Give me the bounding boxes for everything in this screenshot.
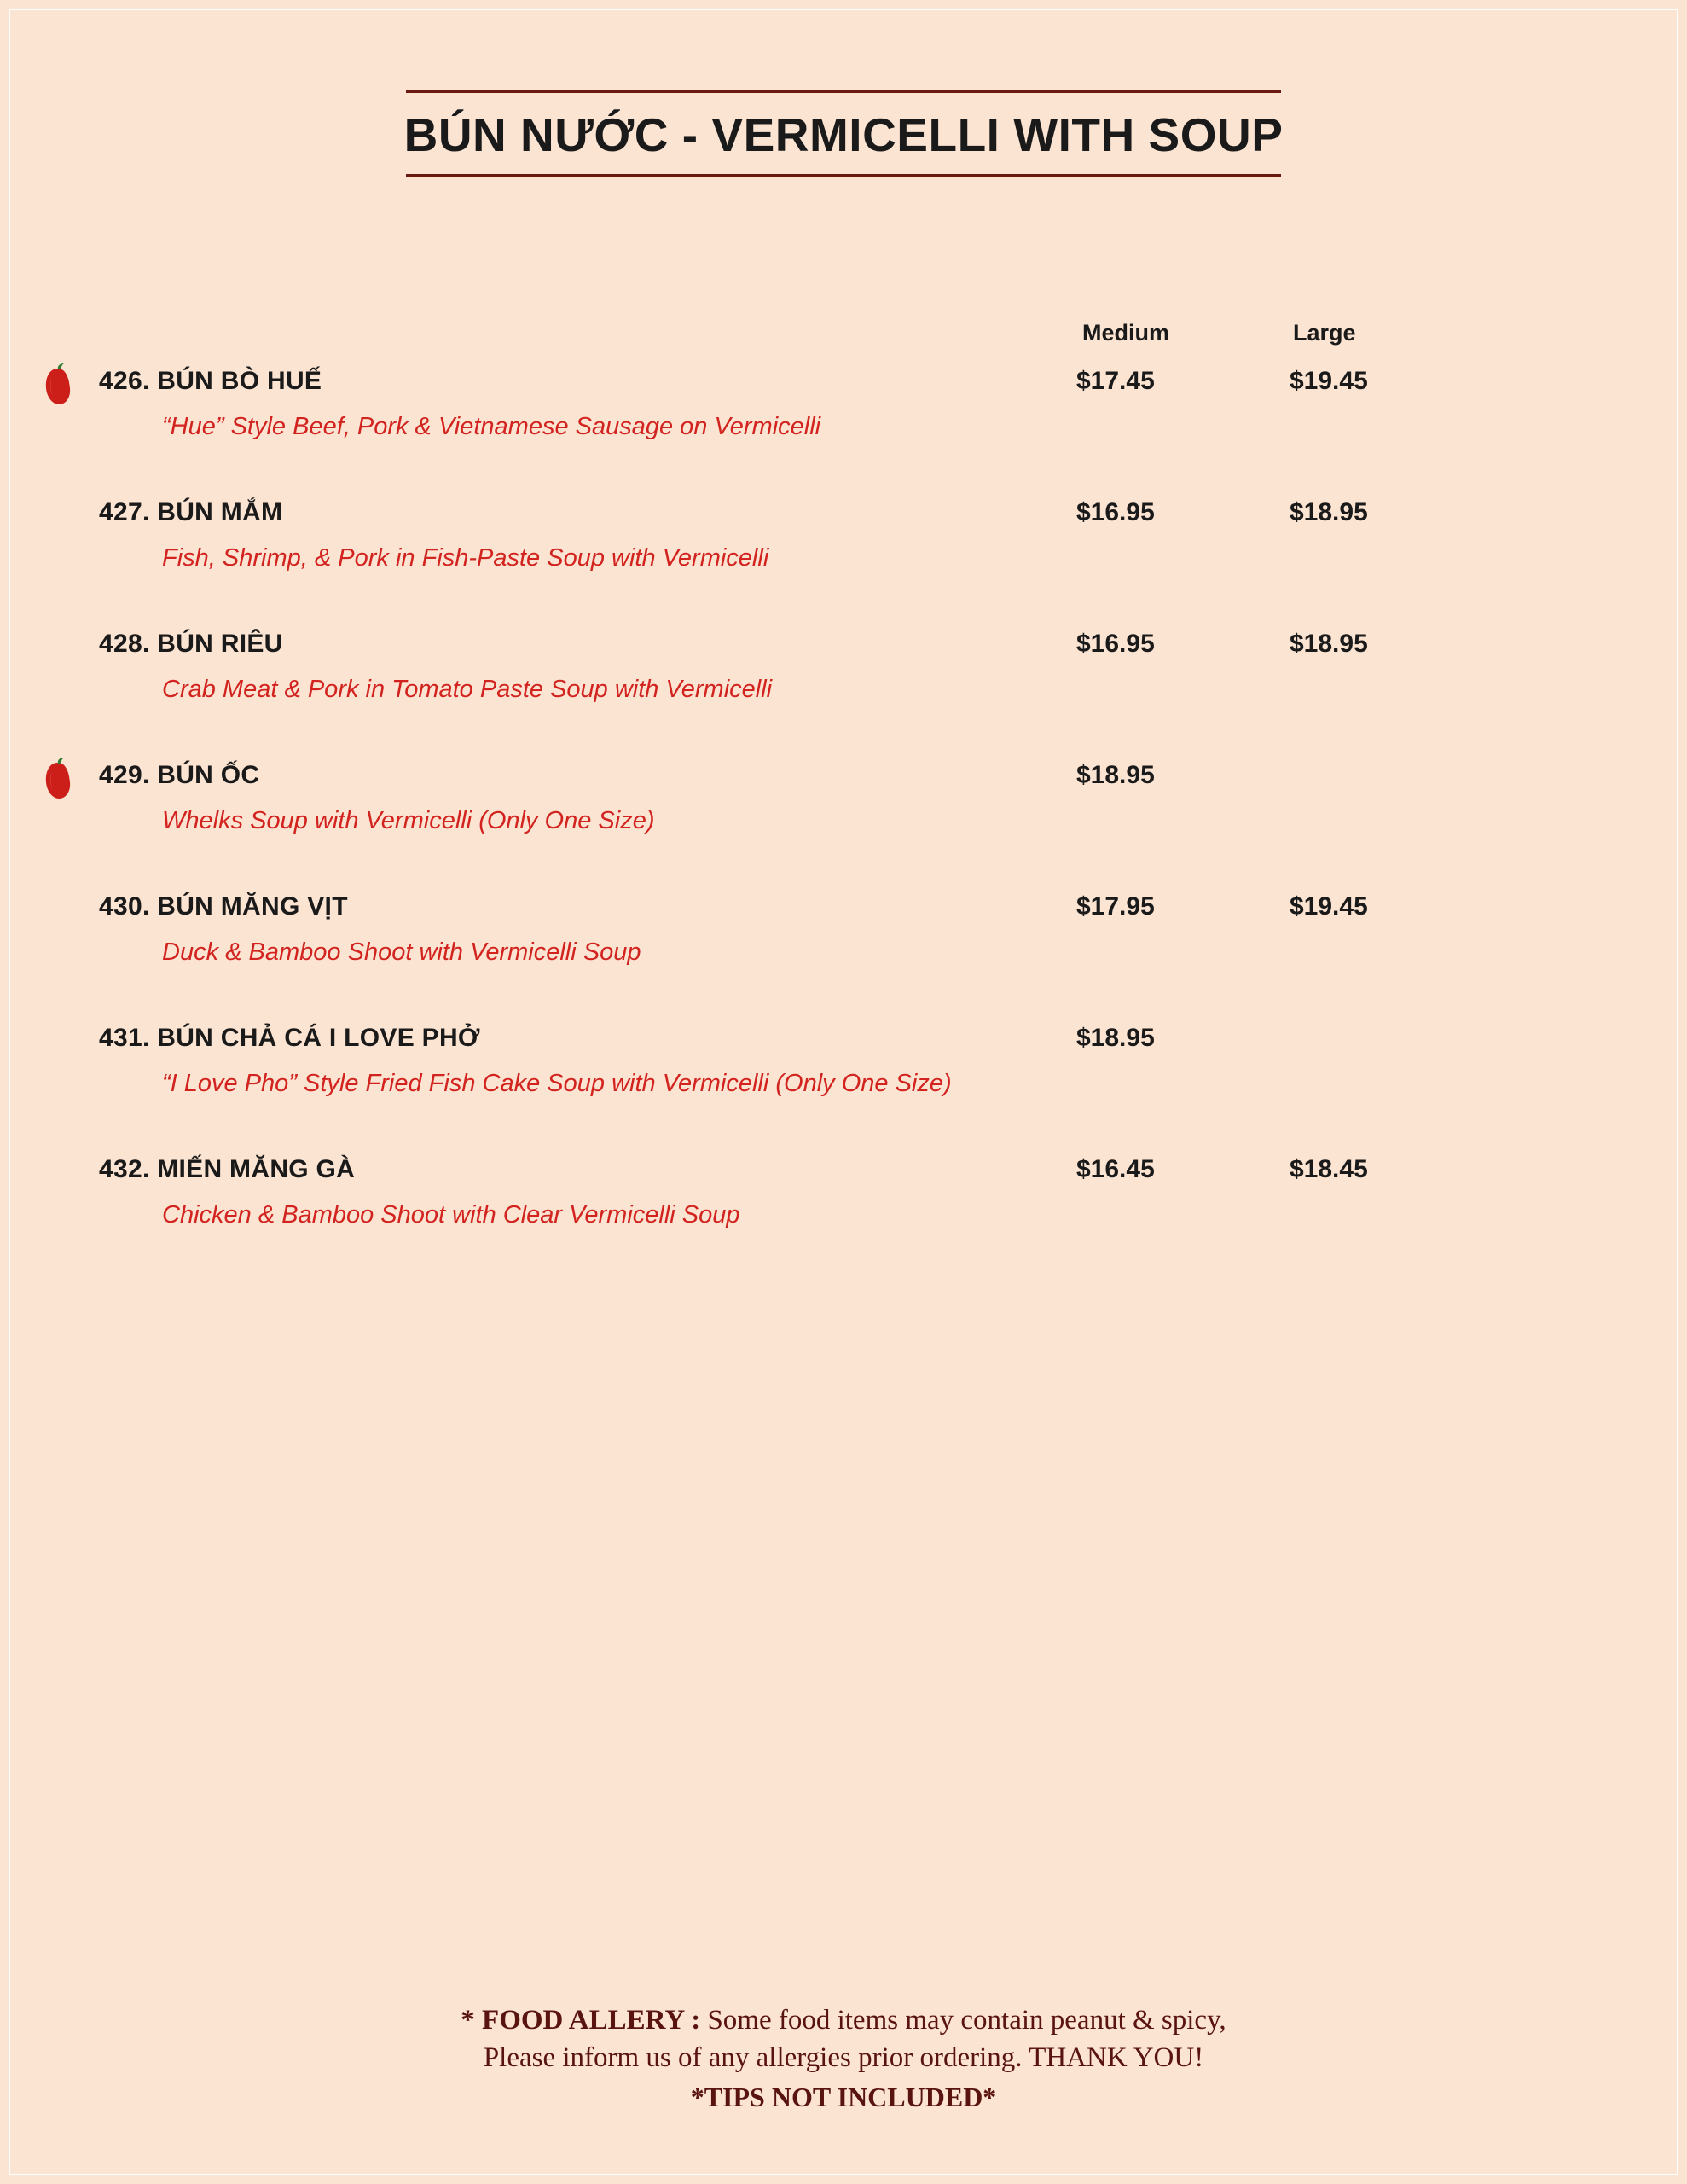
menu-item-price-large: $18.45 [1290,1155,1368,1183]
menu-item-name: 431. BÚN CHẢ CÁ I LOVE PHỞ [99,1024,480,1052]
footer-allergy-text: Some food items may contain peanut & spicy, [700,2004,1226,2036]
menu-item-price-medium: $16.95 [1076,630,1155,658]
menu-item-name: 430. BÚN MĂNG VỊT [99,892,348,921]
menu-item-price-medium: $17.45 [1076,367,1155,395]
menu-item [0,491,1687,623]
menu-item-list [0,360,1687,1280]
menu-item-price-medium: $16.45 [1076,1155,1155,1183]
menu-item-description: Whelks Soup with Vermicelli (Only One Size) [162,807,655,834]
menu-footer [0,2001,1687,2116]
footer-allergy-line [0,2001,1687,2040]
menu-item [0,754,1687,886]
menu-item-price-medium: $18.95 [1076,1024,1155,1052]
menu-item-price-large: $18.95 [1290,498,1368,526]
menu-item-row [0,886,1687,938]
price-column-headers [0,320,1687,354]
menu-item-row [0,360,1687,413]
menu-item-name: 427. BÚN MẮM [99,498,283,526]
menu-item-price-large: $19.45 [1290,367,1368,395]
menu-item-description: Duck & Bamboo Shoot with Vermicelli Soup [162,938,641,966]
menu-item [0,360,1687,491]
column-header-medium: Medium [1082,320,1170,346]
menu-item-price-large: $19.45 [1290,892,1368,921]
menu-item-row [0,491,1687,544]
menu-item-price-large: $18.95 [1290,630,1368,658]
footer-allergy-label: * FOOD ALLERY : [461,2004,701,2036]
header-rule-bottom [406,174,1281,177]
menu-item-description: “Hue” Style Beef, Pork & Vietnamese Sausage on Vermicelli [162,413,821,440]
page-title: BÚN NƯỚC - VERMICELLI WITH SOUP [403,108,1284,161]
menu-item-name: 428. BÚN RIÊU [99,630,283,658]
menu-item-description: Crab Meat & Pork in Tomato Paste Soup with Vermicelli [162,676,773,703]
footer-tips-line: *TIPS NOT INCLUDED* [690,2081,997,2112]
chili-pepper-icon [41,362,75,406]
menu-header [0,90,1687,177]
menu-item [0,1017,1687,1148]
column-header-large: Large [1293,320,1356,346]
chili-pepper-icon [41,756,75,800]
menu-item [0,1148,1687,1280]
menu-item-price-medium: $18.95 [1076,761,1155,789]
menu-item-row [0,754,1687,807]
footer-inform-line: Please inform us of any allergies prior ordering. THANK YOU! [483,2042,1204,2074]
header-rule-top [406,90,1281,93]
menu-item [0,623,1687,754]
menu-item-description: “I Love Pho” Style Fried Fish Cake Soup with Vermicelli (Only One Size) [162,1070,952,1097]
menu-item-row [0,1148,1687,1201]
menu-item-row [0,623,1687,676]
menu-item-price-medium: $17.95 [1076,892,1155,921]
menu-item-row [0,1017,1687,1070]
menu-item-name: 429. BÚN ỐC [99,761,260,789]
menu-item-description: Fish, Shrimp, & Pork in Fish-Paste Soup with Vermicelli [162,544,769,572]
menu-item-name: 432. MIẾN MĂNG GÀ [99,1155,356,1183]
menu-item [0,886,1687,1017]
menu-item-name: 426. BÚN BÒ HUẾ [99,367,322,395]
menu-item-description: Chicken & Bamboo Shoot with Clear Vermicelli Soup [162,1201,740,1228]
menu-item-price-medium: $16.95 [1076,498,1155,526]
